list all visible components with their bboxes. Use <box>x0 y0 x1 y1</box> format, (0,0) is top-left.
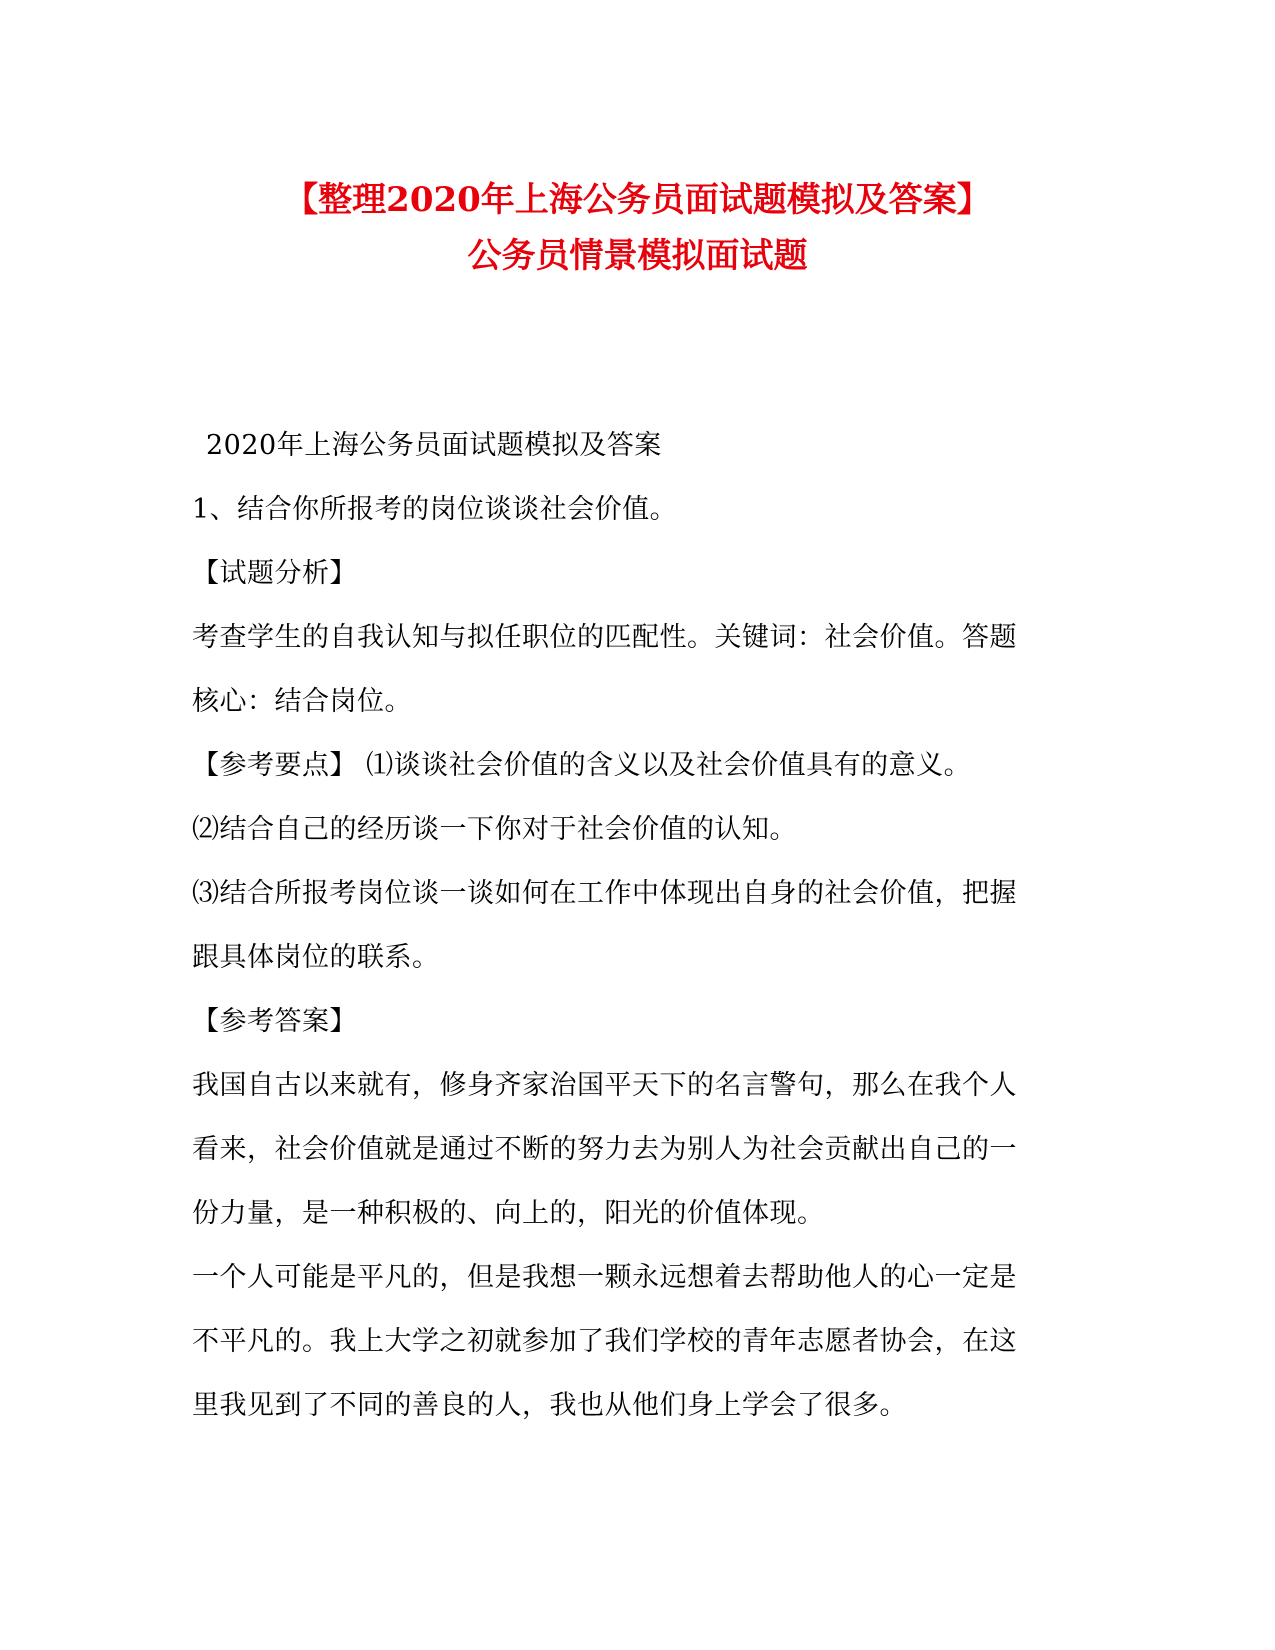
document-title <box>0 172 1275 284</box>
analysis-paragraph-line: 考查学生的自我认知与拟任职位的匹配性。关键词：社会价值。答题 <box>192 622 1017 653</box>
answer-heading: 【参考答案】 <box>192 1006 357 1037</box>
title-line-1: 【整理2020年上海公务员面试题模拟及答案】 <box>284 180 991 220</box>
answer-paragraph-line: 不平凡的。我上大学之初就参加了我们学校的青年志愿者协会，在这 <box>192 1326 1017 1357</box>
answer-paragraph-line: 里我见到了不同的善良的人，我也从他们身上学会了很多。 <box>192 1390 907 1421</box>
answer-paragraph-line: 份力量，是一种积极的、向上的，阳光的价值体现。 <box>192 1198 825 1229</box>
key-points-line: 跟具体岗位的联系。 <box>192 942 440 973</box>
key-points-line: ⑵结合自己的经历谈一下你对于社会价值的认知。 <box>192 814 797 845</box>
document-body <box>192 414 1082 1438</box>
analysis-heading: 【试题分析】 <box>192 558 357 589</box>
title-line-2: 公务员情景模拟面试题 <box>467 236 808 276</box>
answer-paragraph-line: 看来，社会价值就是通过不断的努力去为别人为社会贡献出自己的一 <box>192 1134 1017 1165</box>
key-points-line: ⑶结合所报考岗位谈一谈如何在工作中体现出自身的社会价值，把握 <box>192 878 1017 909</box>
answer-paragraph-line: 我国自古以来就有，修身齐家治国平天下的名言警句，那么在我个人 <box>192 1070 1017 1101</box>
analysis-paragraph-line: 核心：结合岗位。 <box>192 686 412 717</box>
section-heading: 2020年上海公务员面试题模拟及答案 <box>206 430 662 461</box>
answer-paragraph-line: 一个人可能是平凡的，但是我想一颗永远想着去帮助他人的心一定是 <box>192 1262 1017 1293</box>
question-text: 1、结合你所报考的岗位谈谈社会价值。 <box>192 494 678 525</box>
key-points-line: 【参考要点】 ⑴谈谈社会价值的含义以及社会价值具有的意义。 <box>192 750 972 781</box>
